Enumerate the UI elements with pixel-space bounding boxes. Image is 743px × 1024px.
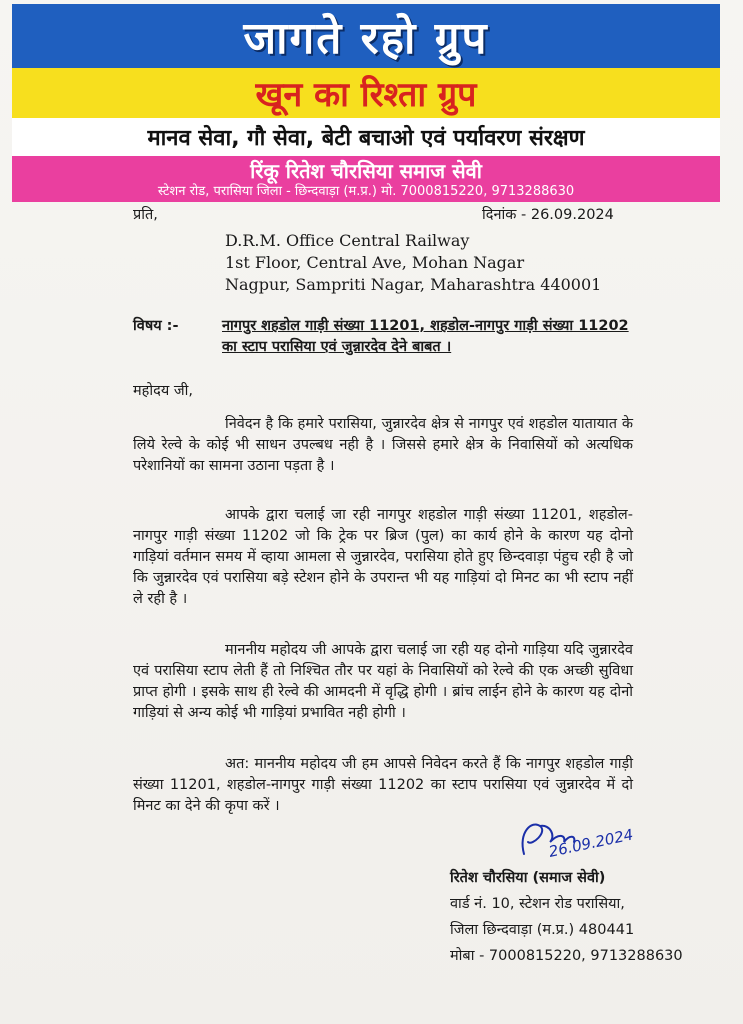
recipient-line: D.R.M. Office Central Railway bbox=[225, 231, 470, 250]
recipient-address bbox=[225, 230, 601, 296]
letterhead-mission: मानव सेवा, गौ सेवा, बेटी बचाओ एवं पर्यावरण संरक्षण bbox=[147, 126, 585, 151]
letterhead-subtitle: खून का रिश्ता ग्रुप bbox=[255, 75, 477, 115]
prati-label: प्रति, bbox=[133, 207, 158, 223]
letterhead-title-band bbox=[12, 4, 720, 68]
subject-label: विषय :- bbox=[133, 318, 179, 334]
body-paragraph: माननीय महोदय जी आपके द्वारा चलाई जा रही यह दोनो गाड़िया यदि जुन्नारदेव एवं परासिया स्टाप लेती हैं तो निश्चित तौर पर यहां के निवासियों को रेल्वे की एक अच्छी सुविधा प्राप्त होगी । इसके साथ ही रेल्वे की आमदनी में वृद्धि होगी । ब्रांच लाईन होने के कारण यह दोनो गाड़ियां से अन्य कोई भी गाड़ियां प्रभावित नही होगी । bbox=[133, 642, 633, 721]
sender-name: रितेश चौरसिया (समाज सेवी) bbox=[450, 870, 606, 886]
letterhead-address: स्टेशन रोड, परासिया जिला - छिन्दवाड़ा (म.प्र.) मो. 7000815220, 9713288630 bbox=[157, 183, 575, 199]
sender-mobile: मोबा - 7000815220, 9713288630 bbox=[450, 948, 683, 964]
sender-block bbox=[450, 865, 683, 969]
letterhead-subtitle-band bbox=[12, 68, 720, 118]
letterhead-mission-band bbox=[12, 118, 720, 156]
handwritten-signature bbox=[510, 802, 640, 872]
body-paragraph: निवेदन है कि हमारे परासिया, जुन्नारदेव क्षेत्र से नागपुर एवं शहडोल यातायात के लिये रेल्वे के कोई भी साधन उपल्बध नही है । जिससे हमारे क्षेत्र के निवासियों को अत्यधिक परेशानियों का सामना उठाना पड़ता है । bbox=[133, 416, 633, 474]
sender-address-line: वार्ड नं. 10, स्टेशन रोड परासिया, bbox=[450, 896, 625, 912]
recipient-line: 1st Floor, Central Ave, Mohan Nagar bbox=[225, 253, 525, 272]
letterhead-title: जागते रहो ग्रुप bbox=[243, 13, 489, 64]
letter-date: दिनांक - 26.09.2024 bbox=[482, 207, 614, 223]
salutation: महोदय जी, bbox=[133, 383, 193, 399]
body-paragraph: अत: माननीय महोदय जी हम आपसे निवेदन करते हैं कि नागपुर शहडोल गाड़ी संख्या 11201, शहडोल-नागपुर गाड़ी संख्या 11202 का स्टाप परासिया एवं जुन्नारदेव में दो मिनट का देने की कृपा करें । bbox=[133, 756, 633, 814]
letterhead bbox=[12, 4, 720, 202]
recipient-line: Nagpur, Sampriti Nagar, Maharashtra 440001 bbox=[225, 275, 602, 294]
sender-address-line: जिला छिन्दवाड़ा (म.प्र.) 480441 bbox=[450, 922, 635, 938]
subject-text: नागपुर शहडोल गाड़ी संख्या 11201, शहडोल-नागपुर गाड़ी संख्या 11202 का स्टाप परासिया एवं जुन्नारदेव देने बाबत । bbox=[222, 318, 629, 355]
signature-date: 26.09.2024 bbox=[547, 825, 635, 861]
letterhead-name: रिंकू रितेश चौरसिया समाज सेवी bbox=[250, 158, 482, 183]
letterhead-name-band bbox=[12, 156, 720, 202]
body-paragraph: आपके द्वारा चलाई जा रही नागपुर शहडोल गाड़ी संख्या 11201, शहडोल-नागपुर गाड़ी संख्या 11202 जो कि ट्रेक पर ब्रिज (पुल) का कार्य होने के कारण यह दोनो गाड़ियां वर्तमान समय में व्हाया आमला से जुन्नारदेव, परासिया होते हुए छिन्दवाड़ा पंहुच रही है जो कि जुन्नारदेव एवं परासिया बड़े स्टेशन होने के उपरान्त भी यह गाड़ियां दो मिनट का भी स्टाप नहीं ले रही है । bbox=[133, 507, 633, 607]
